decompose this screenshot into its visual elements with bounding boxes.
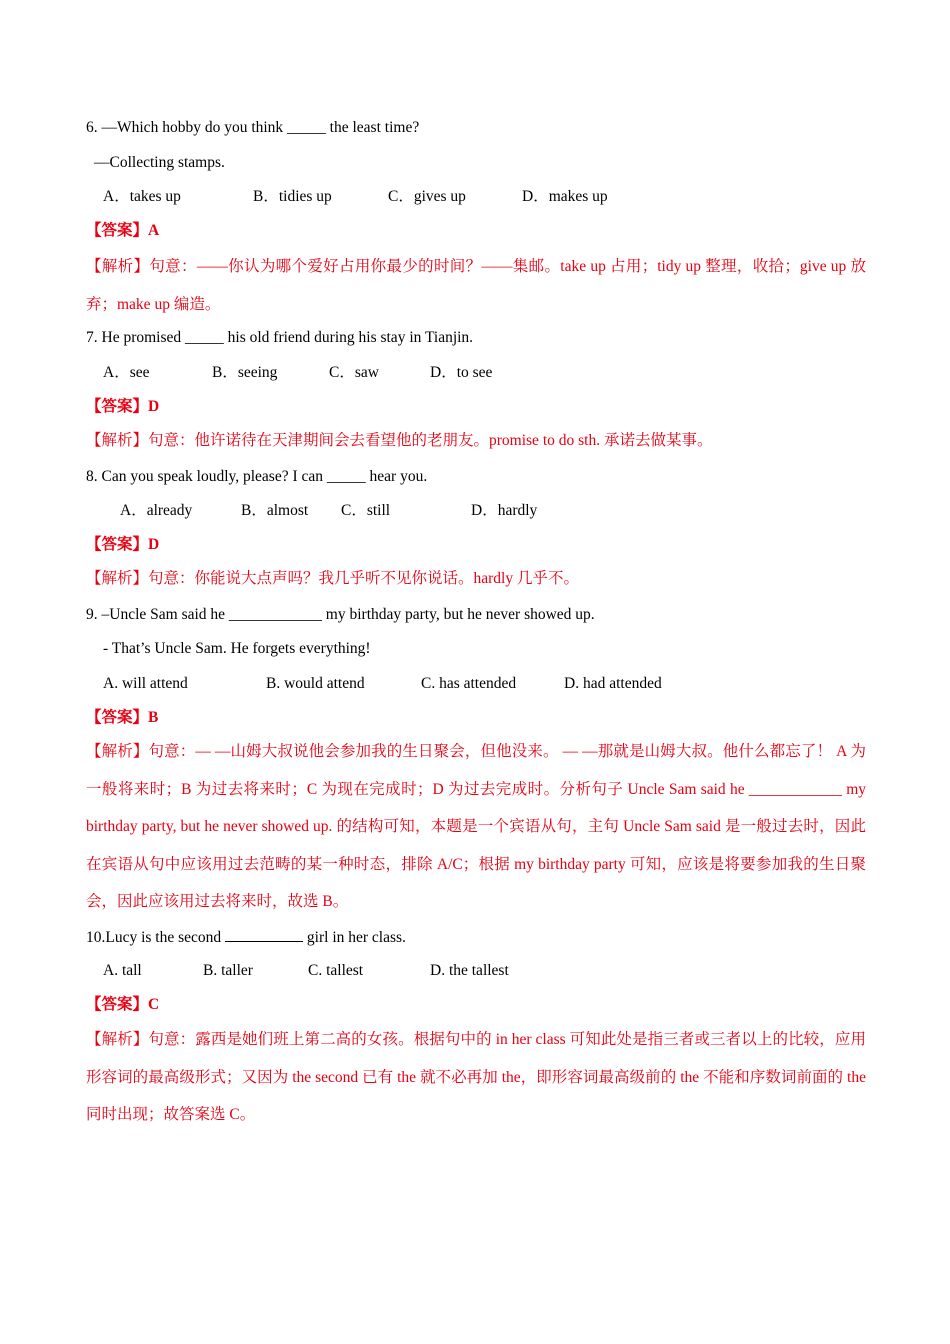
q7-option-c: C．saw [329, 364, 379, 381]
q10-analysis: 【解析】句意：露西是她们班上第二高的女孩。根据句中的 in her class 可知此处是指三者或三者以上的比较，应用形容词的最高级形式；又因为 the second 已有 the 就不必再加 the，即形容词最高级前的 the 不能和序数词前面的 the 同时出现；故答案选 C。 [86, 1031, 866, 1123]
q10-stem-start: 10.Lucy is the second [86, 929, 226, 946]
q9-option-b: B. would attend [266, 675, 365, 692]
q10-stem [86, 927, 406, 948]
q10-option-b: B. taller [203, 962, 253, 979]
q10-option-c: C. tallest [308, 962, 364, 979]
q6-option-d: D．makes up [522, 188, 608, 205]
q9-stem-reply: - That’s Uncle Sam. He forgets everything! [103, 640, 371, 657]
q9-stem: 9. –Uncle Sam said he ____________ my birthday party, but he never showed up. [86, 606, 595, 623]
q10-option-d: D. the tallest [430, 962, 509, 979]
q6-option-b: B．tidies up [253, 188, 332, 205]
q6-option-c: C．gives up [388, 188, 466, 205]
q9-analysis: 【解析】句意：— —山姆大叔说他会参加我的生日聚会，但他没来。 — —那就是山姆大叔。他什么都忘了！ A 为一般将来时；B 为过去将来时；C 为现在完成时；D 为过去完成时。分析句子 Uncle Sam said he ____________ my birthday party, but he never showed up. 的结构可知，本题是一个宾语从句，主句 Uncle Sam said 是一般过去时，因此在宾语从句中应该用过去范畴的某一种时态，排除 A/C；根据 my birthday party 可知，应该是将要参加我的生日聚会，因此应该用过去将来时，故选 B。 [86, 743, 866, 910]
q7-option-a: A．see [103, 364, 150, 381]
q7-option-d: D．to see [430, 364, 493, 381]
q8-option-b: B．almost [241, 502, 309, 519]
q10-blank [225, 927, 303, 942]
q9-option-d: D. had attended [564, 675, 662, 692]
q7-stem: 7. He promised _____ his old friend during his stay in Tianjin. [86, 329, 474, 346]
q7-option-b: B．seeing [212, 364, 278, 381]
q10-answer: 【答案】C [86, 996, 160, 1013]
q6-stem-reply: —Collecting stamps. [94, 154, 225, 171]
q8-option-a: A．already [120, 502, 193, 519]
q9-option-c: C. has attended [421, 675, 517, 692]
q9-answer: 【答案】B [86, 709, 159, 726]
q8-stem: 8. Can you speak loudly, please? I can _____ hear you. [86, 468, 428, 485]
q8-answer: 【答案】D [86, 536, 160, 553]
q6-analysis: 【解析】句意：——你认为哪个爱好占用你最少的时间？——集邮。take up 占用；tidy up 整理，收拾；give up 放弃；make up 编造。 [86, 258, 866, 313]
q9-option-a: A. will attend [103, 675, 188, 692]
q7-answer: 【答案】D [86, 398, 160, 415]
q6-stem: 6. —Which hobby do you think _____ the least time? [86, 119, 420, 136]
q8-analysis: 【解析】句意：你能说大点声吗？我几乎听不见你说话。hardly 几乎不。 [86, 570, 579, 587]
q7-analysis: 【解析】句意：他许诺待在天津期间会去看望他的老朋友。promise to do sth. 承诺去做某事。 [86, 432, 713, 449]
q10-option-a: A. tall [103, 962, 142, 979]
q10-stem-end: girl in her class. [303, 929, 406, 946]
q6-answer: 【答案】A [86, 222, 160, 239]
q8-option-c: C．still [341, 502, 391, 519]
q8-option-d: D．hardly [471, 502, 538, 519]
q6-option-a: A．takes up [103, 188, 181, 205]
